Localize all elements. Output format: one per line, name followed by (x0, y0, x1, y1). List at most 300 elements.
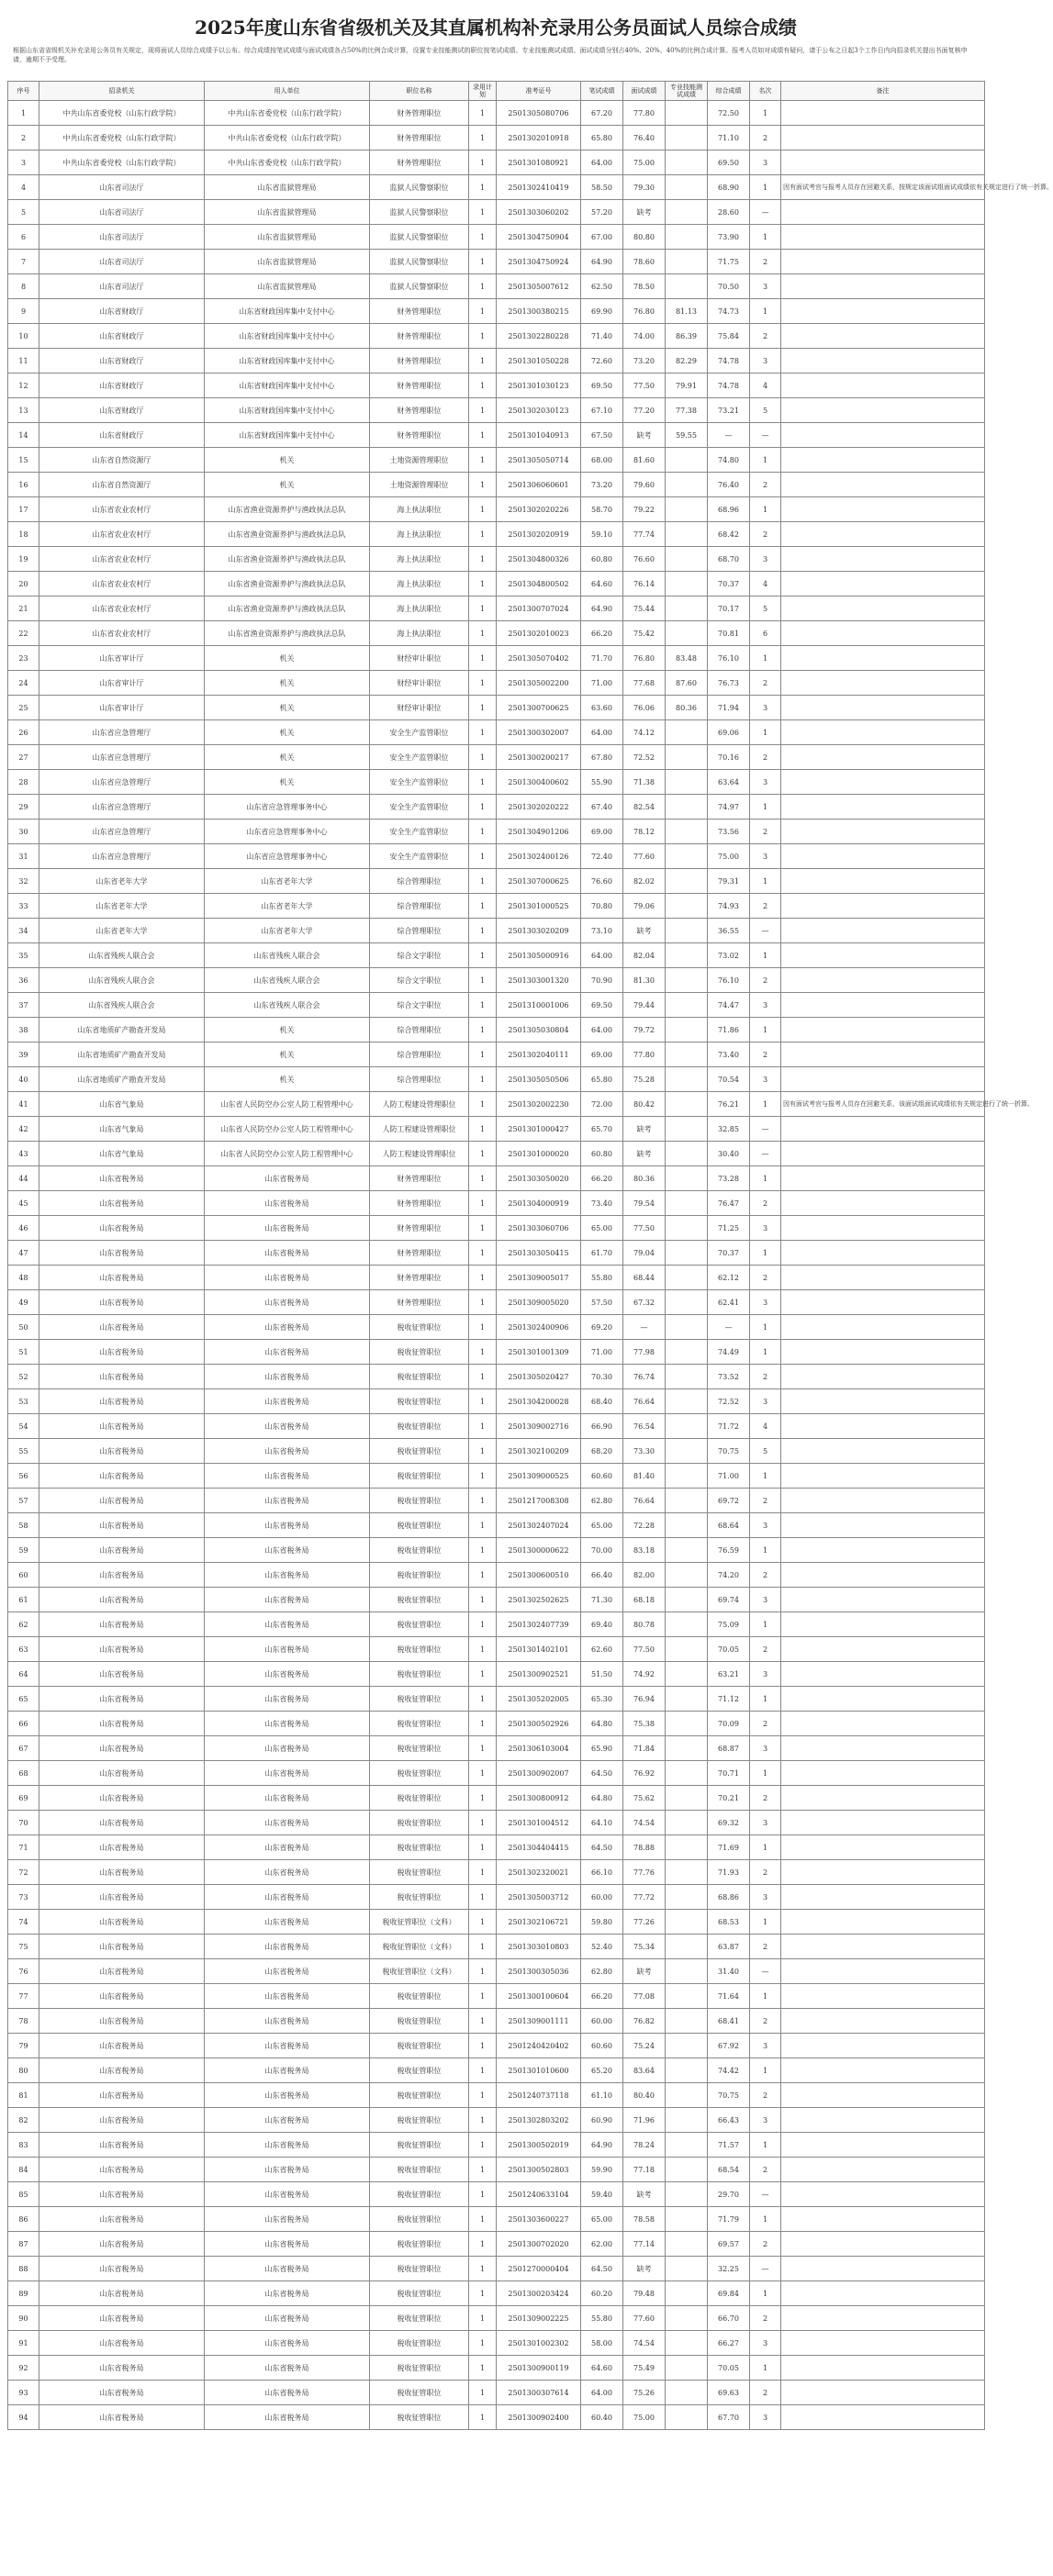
recruiting-org: 山东省农业农村厅 (39, 497, 205, 522)
interview-score: 74.54 (623, 1811, 666, 1835)
row-number: 84 (8, 2158, 39, 2182)
interview-score: 75.34 (623, 1935, 666, 1959)
position-name: 税收征管职位 (370, 1885, 469, 1910)
rank: 2 (750, 473, 781, 497)
remark (781, 522, 985, 547)
row-number: 12 (8, 374, 39, 398)
recruiting-org: 山东省税务局 (39, 1389, 205, 1414)
recruiting-org: 山东省应急管理厅 (39, 844, 205, 869)
position-name: 税收征管职位 (370, 2058, 469, 2083)
ticket-number: 2501300902400 (497, 2405, 581, 2430)
hiring-quota: 1 (469, 175, 497, 200)
employing-unit: 山东省税务局 (205, 2381, 370, 2405)
interview-score: 79.04 (623, 1241, 666, 1266)
skill-test-score (666, 597, 708, 621)
row-number: 80 (8, 2058, 39, 2083)
total-score: 68.70 (708, 547, 750, 572)
recruiting-org: 山东省税务局 (39, 1538, 205, 1563)
row-number: 49 (8, 1290, 39, 1315)
table-row (8, 770, 985, 795)
total-score: 66.70 (708, 2306, 750, 2331)
hiring-quota: 1 (469, 1935, 497, 1959)
column-header: 面试成绩 (623, 82, 666, 101)
written-score: 69.00 (581, 1043, 623, 1067)
recruiting-org: 山东省应急管理厅 (39, 720, 205, 745)
remark (781, 1266, 985, 1290)
interview-score: 79.22 (623, 497, 666, 522)
position-name: 海上执法职位 (370, 572, 469, 597)
remark (781, 1241, 985, 1266)
interview-score: 76.14 (623, 572, 666, 597)
remark (781, 770, 985, 795)
written-score: 60.90 (581, 2108, 623, 2133)
total-score: 70.05 (708, 1637, 750, 1662)
written-score: 66.40 (581, 1563, 623, 1588)
table-row (8, 1885, 985, 1910)
hiring-quota: 1 (469, 1662, 497, 1687)
interview-score: 83.18 (623, 1538, 666, 1563)
ticket-number: 2501305020427 (497, 1365, 581, 1389)
row-number: 81 (8, 2083, 39, 2108)
employing-unit: 中共山东省委党校（山东行政学院） (205, 126, 370, 151)
employing-unit: 山东省应急管理事务中心 (205, 820, 370, 844)
recruiting-org: 山东省司法厅 (39, 175, 205, 200)
written-score: 69.40 (581, 1612, 623, 1637)
written-score: 66.90 (581, 1414, 623, 1439)
interview-score: 82.02 (623, 869, 666, 894)
position-name: 人防工程建设管理职位 (370, 1117, 469, 1142)
row-number: 1 (8, 101, 39, 126)
remark (781, 1067, 985, 1092)
hiring-quota: 1 (469, 2083, 497, 2108)
remark (781, 225, 985, 250)
interview-score: 78.88 (623, 1835, 666, 1860)
row-number: 45 (8, 1191, 39, 1216)
table-row (8, 175, 985, 200)
position-name: 税收征管职位 (370, 2133, 469, 2158)
position-name: 税收征管职位（文科） (370, 1935, 469, 1959)
hiring-quota: 1 (469, 943, 497, 968)
remark (781, 1340, 985, 1365)
recruiting-org: 山东省税务局 (39, 1910, 205, 1935)
skill-test-score (666, 448, 708, 473)
row-number: 29 (8, 795, 39, 820)
ticket-number: 2501305007612 (497, 274, 581, 299)
skill-test-score (666, 844, 708, 869)
recruiting-org: 山东省财政厅 (39, 398, 205, 423)
total-score: 79.31 (708, 869, 750, 894)
hiring-quota: 1 (469, 820, 497, 844)
ticket-number: 2501302100209 (497, 1439, 581, 1464)
recruiting-org: 中共山东省委党校（山东行政学院） (39, 126, 205, 151)
rank: 2 (750, 250, 781, 274)
remark (781, 473, 985, 497)
employing-unit: 山东省税务局 (205, 1712, 370, 1736)
total-score: 75.84 (708, 324, 750, 349)
remark (781, 597, 985, 621)
rank: 1 (750, 1687, 781, 1712)
employing-unit: 机关 (205, 671, 370, 696)
recruiting-org: 山东省残疾人联合会 (39, 993, 205, 1018)
ticket-number: 2501302502625 (497, 1588, 581, 1612)
written-score: 65.00 (581, 2207, 623, 2232)
remark (781, 646, 985, 671)
remark (781, 869, 985, 894)
total-score: 71.25 (708, 1216, 750, 1241)
skill-test-score (666, 2281, 708, 2306)
recruiting-org: 山东省财政厅 (39, 349, 205, 374)
table-row (8, 2108, 985, 2133)
written-score: 58.70 (581, 497, 623, 522)
recruiting-org: 山东省税务局 (39, 1439, 205, 1464)
ticket-number: 2501301000020 (497, 1142, 581, 1166)
remark (781, 2158, 985, 2182)
recruiting-org: 山东省税务局 (39, 2108, 205, 2133)
rank: 1 (750, 1092, 781, 1117)
rank: 3 (750, 1811, 781, 1835)
interview-score: 缺考 (623, 423, 666, 448)
table-row (8, 1563, 985, 1588)
row-number: 38 (8, 1018, 39, 1043)
remark (781, 1786, 985, 1811)
hiring-quota: 1 (469, 2058, 497, 2083)
skill-test-score (666, 1835, 708, 1860)
skill-test-score: 87.60 (666, 671, 708, 696)
written-score: 51.50 (581, 1662, 623, 1687)
rank: 3 (750, 547, 781, 572)
table-row (8, 1018, 985, 1043)
hiring-quota: 1 (469, 299, 497, 324)
total-score: 74.78 (708, 349, 750, 374)
remark (781, 943, 985, 968)
row-number: 77 (8, 1984, 39, 2009)
ticket-number: 2501303020209 (497, 919, 581, 943)
total-score: 67.70 (708, 2405, 750, 2430)
table-row (8, 1761, 985, 1786)
remark (781, 126, 985, 151)
interview-score: 75.24 (623, 2034, 666, 2058)
interview-score: 79.54 (623, 1191, 666, 1216)
rank: 1 (750, 646, 781, 671)
position-name: 税收征管职位 (370, 1984, 469, 2009)
hiring-quota: 1 (469, 844, 497, 869)
written-score: 64.00 (581, 720, 623, 745)
row-number: 28 (8, 770, 39, 795)
ticket-number: 2501301080921 (497, 151, 581, 175)
employing-unit: 山东省税务局 (205, 1860, 370, 1885)
employing-unit: 机关 (205, 770, 370, 795)
recruiting-org: 山东省自然资源厅 (39, 473, 205, 497)
hiring-quota: 1 (469, 671, 497, 696)
ticket-number: 2501270000404 (497, 2257, 581, 2281)
employing-unit: 山东省税务局 (205, 2281, 370, 2306)
row-number: 65 (8, 1687, 39, 1712)
table-row (8, 225, 985, 250)
written-score: 55.80 (581, 1266, 623, 1290)
rank: — (750, 1959, 781, 1984)
written-score: 73.10 (581, 919, 623, 943)
row-number: 48 (8, 1266, 39, 1290)
column-header: 笔试成绩 (581, 82, 623, 101)
ticket-number: 2501310001006 (497, 993, 581, 1018)
position-name: 税收征管职位 (370, 2232, 469, 2257)
skill-test-score: 83.48 (666, 646, 708, 671)
row-number: 14 (8, 423, 39, 448)
position-name: 安全生产监管职位 (370, 745, 469, 770)
employing-unit: 山东省税务局 (205, 1736, 370, 1761)
ticket-number: 2501302020226 (497, 497, 581, 522)
table-row (8, 1860, 985, 1885)
ticket-number: 2501302106721 (497, 1910, 581, 1935)
written-score: 69.50 (581, 374, 623, 398)
total-score: 74.20 (708, 1563, 750, 1588)
position-name: 税收征管职位 (370, 2182, 469, 2207)
table-row (8, 1365, 985, 1389)
rank: 1 (750, 2133, 781, 2158)
remark (781, 2331, 985, 2356)
interview-score: 82.04 (623, 943, 666, 968)
skill-test-score (666, 1935, 708, 1959)
remark (781, 1761, 985, 1786)
position-name: 税收征管职位 (370, 2405, 469, 2430)
recruiting-org: 山东省税务局 (39, 1464, 205, 1489)
total-score: — (708, 1315, 750, 1340)
table-row (8, 2232, 985, 2257)
recruiting-org: 山东省税务局 (39, 1860, 205, 1885)
table-row (8, 1340, 985, 1365)
written-score: 62.50 (581, 274, 623, 299)
written-score: 62.00 (581, 2232, 623, 2257)
position-name: 综合文字职位 (370, 943, 469, 968)
total-score: 69.50 (708, 151, 750, 175)
written-score: 60.60 (581, 2034, 623, 2058)
row-number: 37 (8, 993, 39, 1018)
written-score: 71.00 (581, 671, 623, 696)
ticket-number: 2501300000622 (497, 1538, 581, 1563)
position-name: 财务管理职位 (370, 299, 469, 324)
table-row (8, 1687, 985, 1712)
hiring-quota: 1 (469, 2182, 497, 2207)
employing-unit: 山东省税务局 (205, 2108, 370, 2133)
table-row (8, 720, 985, 745)
position-name: 税收征管职位 (370, 1439, 469, 1464)
position-name: 安全生产监管职位 (370, 820, 469, 844)
row-number: 58 (8, 1513, 39, 1538)
remark (781, 572, 985, 597)
written-score: 58.00 (581, 2331, 623, 2356)
table-row (8, 2034, 985, 2058)
rank: 2 (750, 2306, 781, 2331)
recruiting-org: 山东省税务局 (39, 1959, 205, 1984)
ticket-number: 2501305000916 (497, 943, 581, 968)
rank: 2 (750, 2083, 781, 2108)
total-score: 75.00 (708, 844, 750, 869)
interview-score: 79.48 (623, 2281, 666, 2306)
skill-test-score (666, 1018, 708, 1043)
ticket-number: 2501309005020 (497, 1290, 581, 1315)
written-score: 66.20 (581, 621, 623, 646)
table-row (8, 2257, 985, 2281)
table-row (8, 1637, 985, 1662)
hiring-quota: 1 (469, 324, 497, 349)
row-number: 32 (8, 869, 39, 894)
skill-test-score: 59.55 (666, 423, 708, 448)
ticket-number: 2501304800502 (497, 572, 581, 597)
recruiting-org: 山东省税务局 (39, 2133, 205, 2158)
table-row (8, 1959, 985, 1984)
position-name: 财经审计职位 (370, 671, 469, 696)
table-row (8, 1736, 985, 1761)
ticket-number: 2501309001111 (497, 2009, 581, 2034)
written-score: 65.00 (581, 1513, 623, 1538)
recruiting-org: 山东省税务局 (39, 2257, 205, 2281)
hiring-quota: 1 (469, 1266, 497, 1290)
hiring-quota: 1 (469, 1811, 497, 1835)
ticket-number: 2501302400906 (497, 1315, 581, 1340)
ticket-number: 2501302410419 (497, 175, 581, 200)
hiring-quota: 1 (469, 1018, 497, 1043)
remark (781, 1935, 985, 1959)
ticket-number: 2501303050020 (497, 1166, 581, 1191)
skill-test-score (666, 1043, 708, 1067)
skill-test-score (666, 151, 708, 175)
total-score: 69.57 (708, 2232, 750, 2257)
interview-score: 79.44 (623, 993, 666, 1018)
rank: 1 (750, 175, 781, 200)
written-score: 70.80 (581, 894, 623, 919)
column-header: 准考证号 (497, 82, 581, 101)
hiring-quota: 1 (469, 1414, 497, 1439)
remark (781, 820, 985, 844)
hiring-quota: 1 (469, 1835, 497, 1860)
row-number: 18 (8, 522, 39, 547)
written-score: 59.10 (581, 522, 623, 547)
total-score: 70.37 (708, 1241, 750, 1266)
written-score: 69.90 (581, 299, 623, 324)
rank: 4 (750, 572, 781, 597)
hiring-quota: 1 (469, 2207, 497, 2232)
skill-test-score (666, 2009, 708, 2034)
rank: 1 (750, 448, 781, 473)
total-score: 76.21 (708, 1092, 750, 1117)
table-row (8, 274, 985, 299)
hiring-quota: 1 (469, 1910, 497, 1935)
remark (781, 1043, 985, 1067)
table-row (8, 522, 985, 547)
ticket-number: 2501301002302 (497, 2331, 581, 2356)
rank: 1 (750, 225, 781, 250)
interview-score: 68.44 (623, 1266, 666, 1290)
total-score: 70.16 (708, 745, 750, 770)
recruiting-org: 山东省气象局 (39, 1142, 205, 1166)
hiring-quota: 1 (469, 200, 497, 225)
interview-score: 75.26 (623, 2381, 666, 2405)
position-name: 财务管理职位 (370, 374, 469, 398)
position-name: 土地资源管理职位 (370, 448, 469, 473)
ticket-number: 2501304750904 (497, 225, 581, 250)
position-name: 财务管理职位 (370, 1266, 469, 1290)
position-name: 综合管理职位 (370, 919, 469, 943)
position-name: 税收征管职位 (370, 2331, 469, 2356)
recruiting-org: 山东省税务局 (39, 1637, 205, 1662)
employing-unit: 山东省渔业资源养护与渔政执法总队 (205, 497, 370, 522)
rank: 1 (750, 1910, 781, 1935)
skill-test-score (666, 225, 708, 250)
remark (781, 844, 985, 869)
rank: 3 (750, 1588, 781, 1612)
hiring-quota: 1 (469, 423, 497, 448)
row-number: 74 (8, 1910, 39, 1935)
table-row (8, 349, 985, 374)
employing-unit: 山东省财政国库集中支付中心 (205, 423, 370, 448)
rank: 1 (750, 299, 781, 324)
skill-test-score (666, 2108, 708, 2133)
hiring-quota: 1 (469, 2034, 497, 2058)
position-name: 税收征管职位 (370, 1835, 469, 1860)
interview-score: 82.00 (623, 1563, 666, 1588)
table-row (8, 398, 985, 423)
remark (781, 1216, 985, 1241)
position-name: 财务管理职位 (370, 324, 469, 349)
position-name: 税收征管职位 (370, 2083, 469, 2108)
employing-unit: 山东省税务局 (205, 1365, 370, 1389)
remark (781, 2281, 985, 2306)
remark (781, 1736, 985, 1761)
employing-unit: 山东省税务局 (205, 1290, 370, 1315)
interview-score: 79.72 (623, 1018, 666, 1043)
row-number: 88 (8, 2257, 39, 2281)
row-number: 13 (8, 398, 39, 423)
total-score: 73.56 (708, 820, 750, 844)
hiring-quota: 1 (469, 1984, 497, 2009)
table-row (8, 1315, 985, 1340)
recruiting-org: 山东省税务局 (39, 1786, 205, 1811)
recruiting-org: 山东省财政厅 (39, 299, 205, 324)
rank: 3 (750, 1067, 781, 1092)
position-name: 税收征管职位 (370, 1761, 469, 1786)
table-row (8, 1662, 985, 1687)
interview-score: 77.80 (623, 1043, 666, 1067)
skill-test-score (666, 2306, 708, 2331)
hiring-quota: 1 (469, 1067, 497, 1092)
interview-score: 75.38 (623, 1712, 666, 1736)
table-row (8, 2381, 985, 2405)
position-name: 财务管理职位 (370, 398, 469, 423)
employing-unit: 山东省税务局 (205, 2405, 370, 2430)
table-row (8, 423, 985, 448)
table-row (8, 1464, 985, 1489)
position-name: 人防工程建设管理职位 (370, 1092, 469, 1117)
skill-test-score (666, 1811, 708, 1835)
skill-test-score (666, 2381, 708, 2405)
position-name: 税收征管职位 (370, 1414, 469, 1439)
written-score: 58.50 (581, 175, 623, 200)
position-name: 综合管理职位 (370, 1018, 469, 1043)
recruiting-org: 山东省应急管理厅 (39, 795, 205, 820)
hiring-quota: 1 (469, 1513, 497, 1538)
total-score: 68.64 (708, 1513, 750, 1538)
position-name: 税收征管职位 (370, 1365, 469, 1389)
remark (781, 1489, 985, 1513)
table-row (8, 2207, 985, 2232)
employing-unit: 山东省监狱管理局 (205, 200, 370, 225)
total-score: 73.28 (708, 1166, 750, 1191)
ticket-number: 2501304800326 (497, 547, 581, 572)
row-number: 42 (8, 1117, 39, 1142)
recruiting-org: 山东省农业农村厅 (39, 621, 205, 646)
position-name: 财务管理职位 (370, 126, 469, 151)
rank: 1 (750, 1018, 781, 1043)
